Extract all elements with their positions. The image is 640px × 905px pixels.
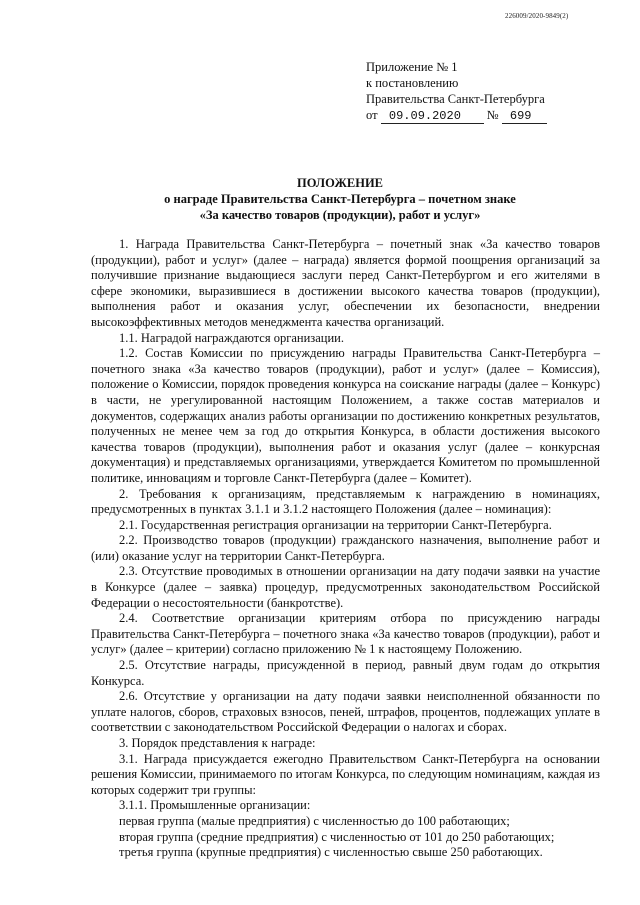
annex-number: 699 — [502, 109, 547, 124]
paragraph-1-2: 1.2. Состав Комиссии по присуждению награды Правительства Санкт-Петербурга – почетного знака «За качество товаров (продукции), работ и услуг» (далее – Комиссия), положение о Комиссии, порядок проведения конкурса на соискание награды (далее – Конкурс) в части, не урегулированной настоящим Положением, а также состав материалов и документов, содержащих анализ работы организации по достижению конкретных результатов, полученных не менее чем за год до открытия Конкурса, в области достижения высокого качества товаров (продукции), выполнения работ и оказания услуг (далее – конкурсная документация) и представляемых организациями, утверждается Комитетом по промышленной политике, инновациям и торговле Санкт-Петербурга (далее – Комитет). — [91, 346, 600, 485]
paragraph-3-1: 3.1. Награда присуждается ежегодно Правительством Санкт-Петербурга на основании решения Комиссии, принимаемого по итогам Конкурса, по следующим номинациям, каждая из которых содержит три группы: — [91, 751, 600, 797]
paragraph-3-1-1: 3.1.1. Промышленные организации: — [119, 798, 311, 813]
document-reference-number: 226009/2020-9849(2) — [505, 12, 569, 20]
annex-title: Приложение № 1 — [366, 60, 458, 74]
paragraph-2-2: 2.2. Производство товаров (продукции) гражданского назначения, выполнение работ и (или) оказание услуг на территории Санкт-Петербурга. — [91, 533, 600, 563]
annex-number-prefix: № — [486, 108, 499, 122]
paragraph-2-3: 2.3. Отсутствие проводимых в отношении организации на дату подачи заявки на участие в Конкурсе (далее – заявка) процедур, предусмотренных законодательством Российской Федерации о несостоятельности (банкротстве). — [91, 564, 600, 610]
document-title — [80, 175, 600, 223]
paragraph-1-1: 1.1. Наградой награждаются организации. — [119, 330, 344, 345]
document-body — [91, 237, 600, 861]
annex-date-prefix: от — [366, 108, 378, 122]
annex-issuer: Правительства Санкт-Петербурга — [366, 92, 545, 106]
paragraph-1: 1. Награда Правительства Санкт-Петербурга – почетный знак «За качество товаров (продукции), работ и услуг» (далее – награда) является формой поощрения организаций за получившие признание выдающиеся заслуги перед Санкт-Петербургом и его жителями в сфере экономики, выразившиеся в достижении высокого качества товаров (продукции), выполнения работ и оказания услуг, обеспечении их безопасности, внедрении высокоэффективных методов менеджмента качества организаций. — [91, 237, 600, 329]
annex-block — [366, 59, 547, 124]
paragraph-3: 3. Порядок представления к награде: — [119, 736, 316, 750]
paragraph-2-4: 2.4. Соответствие организации критериям отбора по присуждению награды Правительства Санкт-Петербурга – почетного знака «За качество товаров (продукции), работ и услуг» (далее – критерии) согласно приложению № 1 к настоящему Положению. — [91, 611, 600, 657]
paragraph-2-5: 2.5. Отсутствие награды, присужденной в период, равный двум годам до открытия Конкурса. — [91, 658, 600, 688]
list-item-group-3: третья группа (крупные предприятия) с численностью свыше 250 работающих. — [119, 845, 543, 860]
list-item-group-2: вторая группа (средние предприятия) с численностью от 101 до 250 работающих; — [119, 829, 555, 844]
paragraph-2: 2. Требования к организациям, представляемым к награждению в номинациях, предусмотренных в пунктах 3.1.1 и 3.1.2 настоящего Положения (далее – номинация): — [91, 486, 600, 517]
title-heading: ПОЛОЖЕНИЕ — [296, 176, 384, 190]
title-line-2: о награде Правительства Санкт-Петербурга – почетном знаке — [164, 192, 516, 206]
annex-date: 09.09.2020 — [381, 109, 484, 124]
list-item-group-1: первая группа (малые предприятия) с численностью до 100 работающих; — [119, 813, 510, 828]
annex-subtitle: к постановлению — [366, 76, 459, 90]
paragraph-2-6: 2.6. Отсутствие у организации на дату подачи заявки неисполненной обязанности по уплате налогов, сборов, страховых взносов, пеней, штрафов, процентов, подлежащих уплате в соответствии с законодательством Российской Федерации о налогах и сборах. — [91, 689, 600, 735]
title-line-3: «За качество товаров (продукции), работ и услуг» — [199, 208, 481, 222]
annex-date-line — [366, 107, 547, 124]
paragraph-2-1: 2.1. Государственная регистрация организации на территории Санкт-Петербурга. — [119, 517, 552, 532]
